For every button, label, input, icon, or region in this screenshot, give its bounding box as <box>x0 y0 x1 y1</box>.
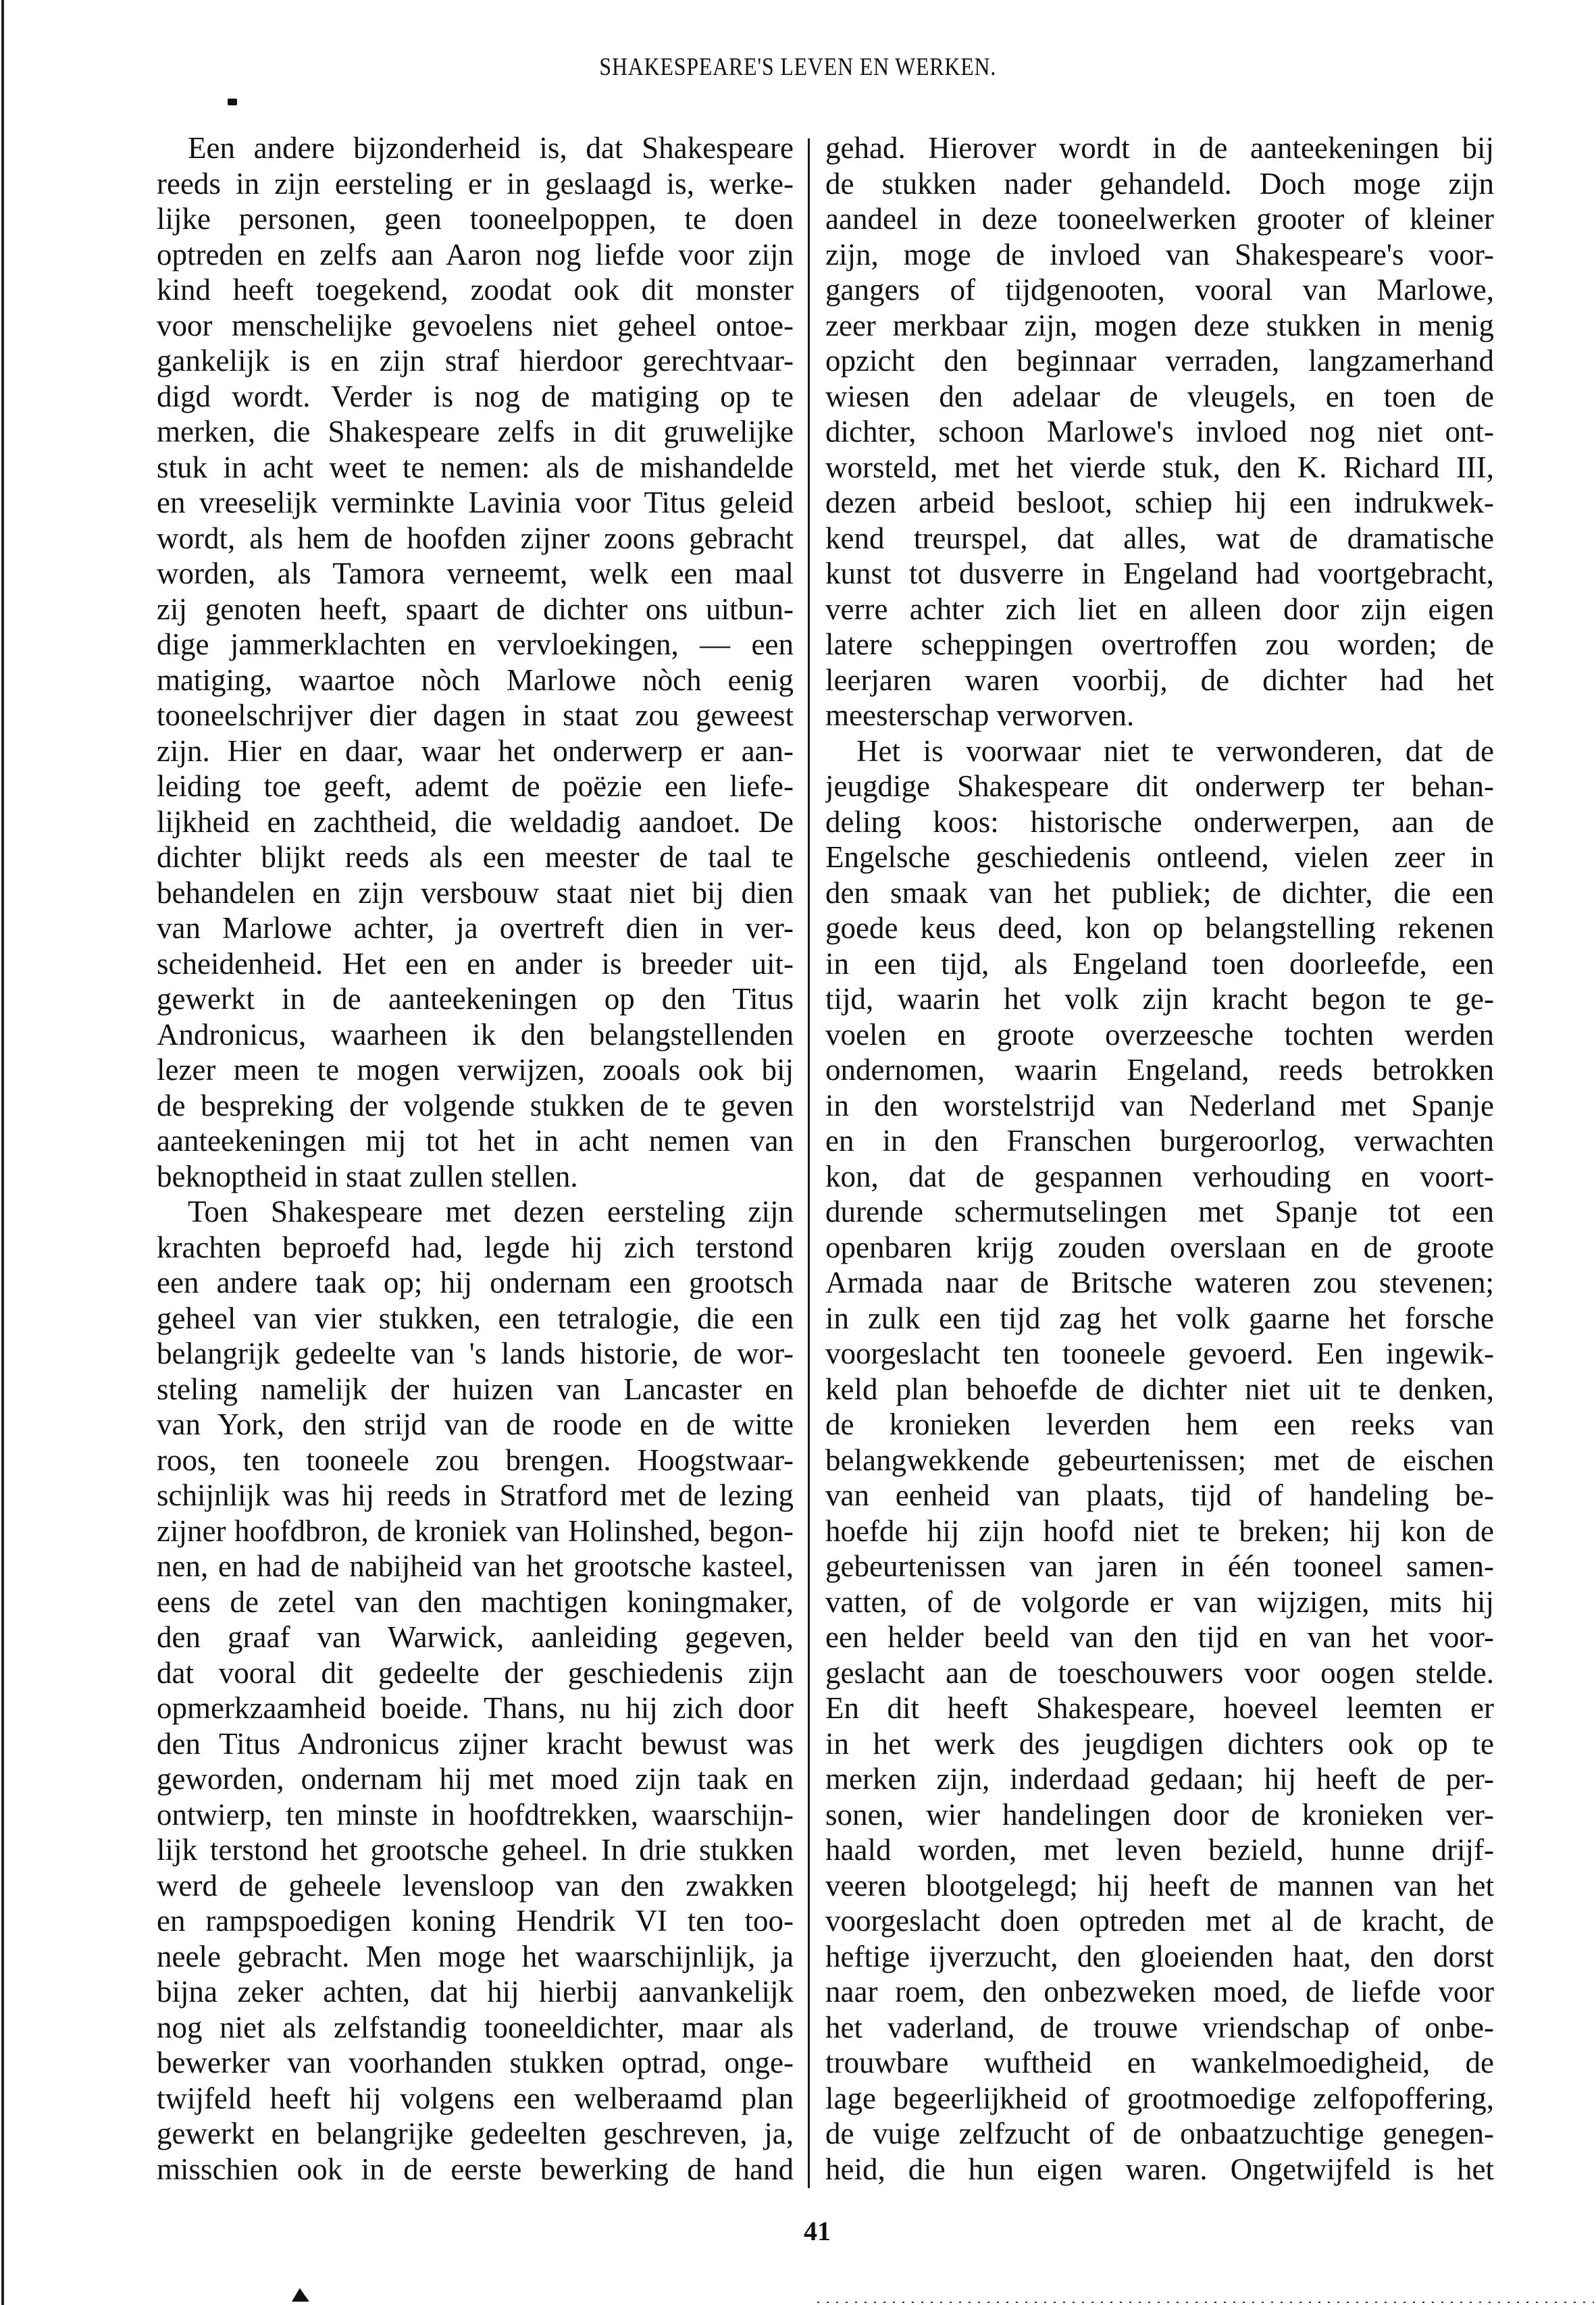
text-line: behandelen en zijn versbouw staat niet bij dien <box>157 875 794 910</box>
text-line: zijn, moge de invloed van Shakespeare's voor- <box>825 237 1494 271</box>
text-line: dezen arbeid besloot, schiep hij een indrukwek- <box>825 486 1494 519</box>
text-line: kend treurspel, dat alles, wat de dramatische <box>825 521 1494 555</box>
text-line: goede keus deed, kon op belangstelling rekenen <box>825 911 1494 945</box>
text-line: in het werk des jeugdigen dichters ook op te <box>825 1726 1494 1761</box>
text-line: haald worden, met leven bezield, hunne drijf- <box>825 1833 1494 1867</box>
text-line: opzicht den beginnaar verraden, langzamerhand <box>825 344 1494 378</box>
page-number: 41 <box>804 2216 831 2246</box>
text-line: roos, ten tooneele zou brengen. Hoogstwaar- <box>157 1443 794 1477</box>
text-line: de bespreking der volgende stukken de te geven <box>157 1088 794 1122</box>
text-line: Andronicus, waarheen ik den belangstellenden <box>157 1017 794 1052</box>
text-line: dichter blijkt reeds als een meester de taal te <box>157 840 794 874</box>
text-line: eens de zetel van den machtigen koningmaker, <box>157 1584 794 1619</box>
text-line: neele gebracht. Men moge het waarschijnlijk, ja <box>157 1939 794 1973</box>
text-line: belangrijk gedeelte van 's lands historie, de wor- <box>157 1337 794 1370</box>
text-line: wordt, als hem de hoofden zijner zoons gebracht <box>157 521 794 555</box>
text-line: kind heeft toegekend, zoodat ook dit monster <box>157 273 794 307</box>
text-line: kon, dat de gespannen verhouding en voort- <box>825 1159 1494 1193</box>
text-line: zij genoten heeft, spaart de dichter ons uitbun- <box>157 592 794 626</box>
text-line: en vreeselijk verminkte Lavinia voor Titus geleid <box>157 486 794 519</box>
text-line: Het is voorwaar niet te verwonderen, dat de <box>856 733 1494 768</box>
text-line: beknoptheid in staat zullen stellen. <box>157 1159 578 1193</box>
text-line: wiesen den adelaar de vleugels, en toen de <box>825 379 1494 413</box>
text-line: den Titus Andronicus zijner kracht bewust was <box>157 1726 794 1761</box>
text-line: twijfeld heeft hij volgens een welberaamd plan <box>157 2081 794 2115</box>
page-edge <box>1 0 4 2305</box>
text-line: Een andere bijzonderheid is, dat Shakespeare <box>188 131 794 165</box>
text-line: van York, den strijd van de roode en de witte <box>157 1407 794 1441</box>
text-line: kunst tot dusverre in Engeland had voortgebracht, <box>825 556 1494 590</box>
text-line: Armada naar de Britsche wateren zou stevenen; <box>825 1266 1494 1299</box>
text-line: voor menschelijke gevoelens niet geheel ontoe- <box>157 308 794 342</box>
text-line: werd de geheele levensloop van den zwakken <box>157 1868 794 1902</box>
text-line: merken, die Shakespeare zelfs in dit gruwelijke <box>157 415 794 448</box>
text-line: heid, die hun eigen waren. Ongetwijfeld is het <box>825 2152 1494 2186</box>
text-line: gebeurtenissen van jaren in één tooneel samen- <box>825 1549 1494 1583</box>
text-line: digd wordt. Verder is nog de matiging op te <box>157 379 794 413</box>
text-line: tijd, waarin het volk zijn kracht begon te ge- <box>825 982 1494 1016</box>
text-line: den smaak van het publiek; de dichter, die een <box>825 875 1494 910</box>
text-line: heftige ijverzucht, den gloeienden haat, den dorst <box>825 1939 1494 1973</box>
text-line: zijner hoofdbron, de kroniek van Holinshed, begon- <box>157 1513 794 1548</box>
text-line: in zulk een tijd zag het volk gaarne het forsche <box>825 1301 1494 1335</box>
text-line: voelen en groote overzeesche tochten werden <box>825 1017 1494 1052</box>
text-line: gewerkt in de aanteekeningen op den Titus <box>157 982 794 1016</box>
text-line: vatten, of de volgorde er van wijzigen, mits hij <box>825 1584 1494 1619</box>
text-line: een helder beeld van den tijd en van het voor- <box>825 1620 1494 1654</box>
text-line: dat vooral dit gedeelte der geschiedenis zijn <box>157 1655 794 1690</box>
bottom-edge <box>817 2302 1594 2303</box>
text-line: reeds in zijn eersteling er in geslaagd is, werke- <box>157 166 794 201</box>
text-line: nog niet als zelfstandig tooneeldichter, maar als <box>157 2010 794 2044</box>
text-line: voorgeslacht doen optreden met al de kracht, de <box>825 1904 1494 1938</box>
printer-mark-bottom <box>292 2288 309 2302</box>
text-line: aanteekeningen mij tot het in acht nemen van <box>157 1124 794 1158</box>
text-line: jeugdige Shakespeare dit onderwerp ter behan- <box>825 769 1494 803</box>
text-line: matiging, waartoe nòch Marlowe nòch eenig <box>157 663 794 697</box>
right-column <box>825 130 1494 2187</box>
text-line: ontwierp, ten minste in hoofdtrekken, waarschijn- <box>157 1797 794 1832</box>
text-line: keld plan behoefde de dichter niet uit te denken, <box>825 1372 1494 1406</box>
text-line: nen, en had de nabijheid van het grootsche kasteel, <box>157 1549 794 1583</box>
text-line: schijnlijk was hij reeds in Stratford met de lezing <box>157 1478 794 1512</box>
text-line: bijna zeker achten, dat hij hierbij aanvankelijk <box>157 1975 794 2009</box>
text-line: lijke personen, geen tooneelpoppen, te doen <box>157 202 794 236</box>
text-line: geslacht aan de toeschouwers voor oogen stelde. <box>825 1655 1494 1690</box>
text-line: de kronieken leverden hem een reeks van <box>825 1407 1494 1441</box>
text-line: scheidenheid. Het een en ander is breeder uit- <box>157 946 794 981</box>
text-line: en in den Franschen burgeroorlog, verwachten <box>825 1124 1494 1158</box>
text-line: meesterschap verworven. <box>825 698 1135 732</box>
running-head: SHAKESPEARE'S LEVEN EN WERKEN. <box>599 53 997 81</box>
text-line: aandeel in deze tooneelwerken grooter of kleiner <box>825 202 1494 236</box>
text-line: geworden, ondernam hij met moed zijn taak en <box>157 1762 794 1796</box>
text-line: trouwbare wuftheid en wankelmoedigheid, de <box>825 2046 1494 2079</box>
text-line: ondernomen, waarin Engeland, reeds betrokken <box>825 1053 1494 1087</box>
text-line: lage begeerlijkheid of grootmoedige zelfopoffering, <box>825 2081 1494 2115</box>
text-line: steling namelijk der huizen van Lancaster en <box>157 1372 794 1406</box>
text-line: openbaren krijg zouden overslaan en de groote <box>825 1230 1494 1264</box>
text-line: deling koos: historische onderwerpen, aan de <box>825 804 1494 839</box>
text-line: lijk terstond het grootsche geheel. In drie stukken <box>157 1833 794 1867</box>
text-line: leiding toe geeft, ademt de poëzie een liefe- <box>157 769 794 803</box>
text-line: de stukken nader gehandeld. Doch moge zijn <box>825 166 1494 201</box>
text-line: naar roem, den onbezweken moed, de liefde voor <box>825 1975 1494 2009</box>
text-line: dige jammerklachten en vervloekingen, — een <box>157 627 794 661</box>
text-line: den graaf van Warwick, aanleiding gegeven, <box>157 1620 794 1654</box>
text-line: voorgeslacht ten tooneele gevoerd. Een ingewik- <box>825 1337 1494 1370</box>
text-line: de vuige zelfzucht of de onbaatzuchtige genegen- <box>825 2117 1494 2150</box>
text-line: durende schermutselingen met Spanje tot een <box>825 1195 1494 1228</box>
text-line: zeer merkbaar zijn, mogen deze stukken in menig <box>825 308 1494 342</box>
text-line: het vaderland, de trouwe vriendschap of onbe- <box>825 2010 1494 2044</box>
text-line: lijkheid en zachtheid, die weldadig aandoet. De <box>157 804 794 839</box>
text-line: van eenheid van plaats, tijd of handeling be- <box>825 1478 1494 1512</box>
text-line: gewerkt en belangrijke gedeelten geschreven, ja, <box>157 2117 794 2150</box>
text-line: een andere taak op; hij ondernam een grootsch <box>157 1266 794 1299</box>
text-line: merken zijn, inderdaad gedaan; hij heeft de per- <box>825 1762 1494 1796</box>
text-line: hoefde hij zijn hoofd niet te breken; hij kon de <box>825 1513 1494 1548</box>
text-line: Toen Shakespeare met dezen eersteling zijn <box>188 1195 794 1228</box>
text-line: gankelijk is en zijn straf hierdoor gerechtvaar- <box>157 344 794 378</box>
text-line: worden, als Tamora verneemt, welk een maal <box>157 556 794 590</box>
text-line: latere scheppingen overtroffen zou worden; de <box>825 627 1494 661</box>
text-line: verre achter zich liet en alleen door zijn eigen <box>825 592 1494 626</box>
text-line: tooneelschrijver dier dagen in staat zou geweest <box>157 698 794 732</box>
text-line: bewerker van voorhanden stukken optrad, onge- <box>157 2046 794 2079</box>
text-line: belangwekkende gebeurtenissen; met de eischen <box>825 1443 1494 1477</box>
text-line: zijn. Hier en daar, waar het onderwerp er aan- <box>157 733 794 768</box>
text-line: lezer meen te mogen verwijzen, zooals ook bij <box>157 1053 794 1087</box>
text-line: opmerkzaamheid boeide. Thans, nu hij zich door <box>157 1691 794 1725</box>
text-line: in een tijd, als Engeland toen doorleefde, een <box>825 946 1494 981</box>
printer-mark <box>228 99 237 105</box>
text-line: misschien ook in de eerste bewerking de hand <box>157 2152 794 2186</box>
text-line: veeren blootgelegd; hij heeft de mannen van het <box>825 1868 1494 1902</box>
text-line: en rampspoedigen koning Hendrik VI ten too- <box>157 1904 794 1938</box>
text-line: sonen, wier handelingen door de kronieken ver- <box>825 1797 1494 1832</box>
text-line: leerjaren waren voorbij, de dichter had het <box>825 663 1494 697</box>
text-line: gehad. Hierover wordt in de aanteekeningen bij <box>825 131 1494 165</box>
text-line: Engelsche geschiedenis ontleend, vielen zeer in <box>825 840 1494 874</box>
text-line: En dit heeft Shakespeare, hoeveel leemten er <box>825 1691 1494 1725</box>
left-column <box>157 130 794 2187</box>
text-line: optreden en zelfs aan Aaron nog liefde voor zijn <box>157 237 794 271</box>
text-line: geheel van vier stukken, een tetralogie, die een <box>157 1301 794 1335</box>
text-line: van Marlowe achter, ja overtreft dien in ver- <box>157 911 794 945</box>
text-line: krachten beproefd had, legde hij zich terstond <box>157 1230 794 1264</box>
text-line: gangers of tijdgenooten, vooral van Marlowe, <box>825 273 1494 307</box>
text-line: stuk in acht weet te nemen: als de mishandelde <box>157 450 794 484</box>
text-line: dichter, schoon Marlowe's invloed nog niet ont- <box>825 415 1494 448</box>
text-line: worsteld, met het vierde stuk, den K. Richard III, <box>825 450 1494 484</box>
column-divider <box>808 138 810 2188</box>
text-line: in den worstelstrijd van Nederland met Spanje <box>825 1088 1494 1122</box>
